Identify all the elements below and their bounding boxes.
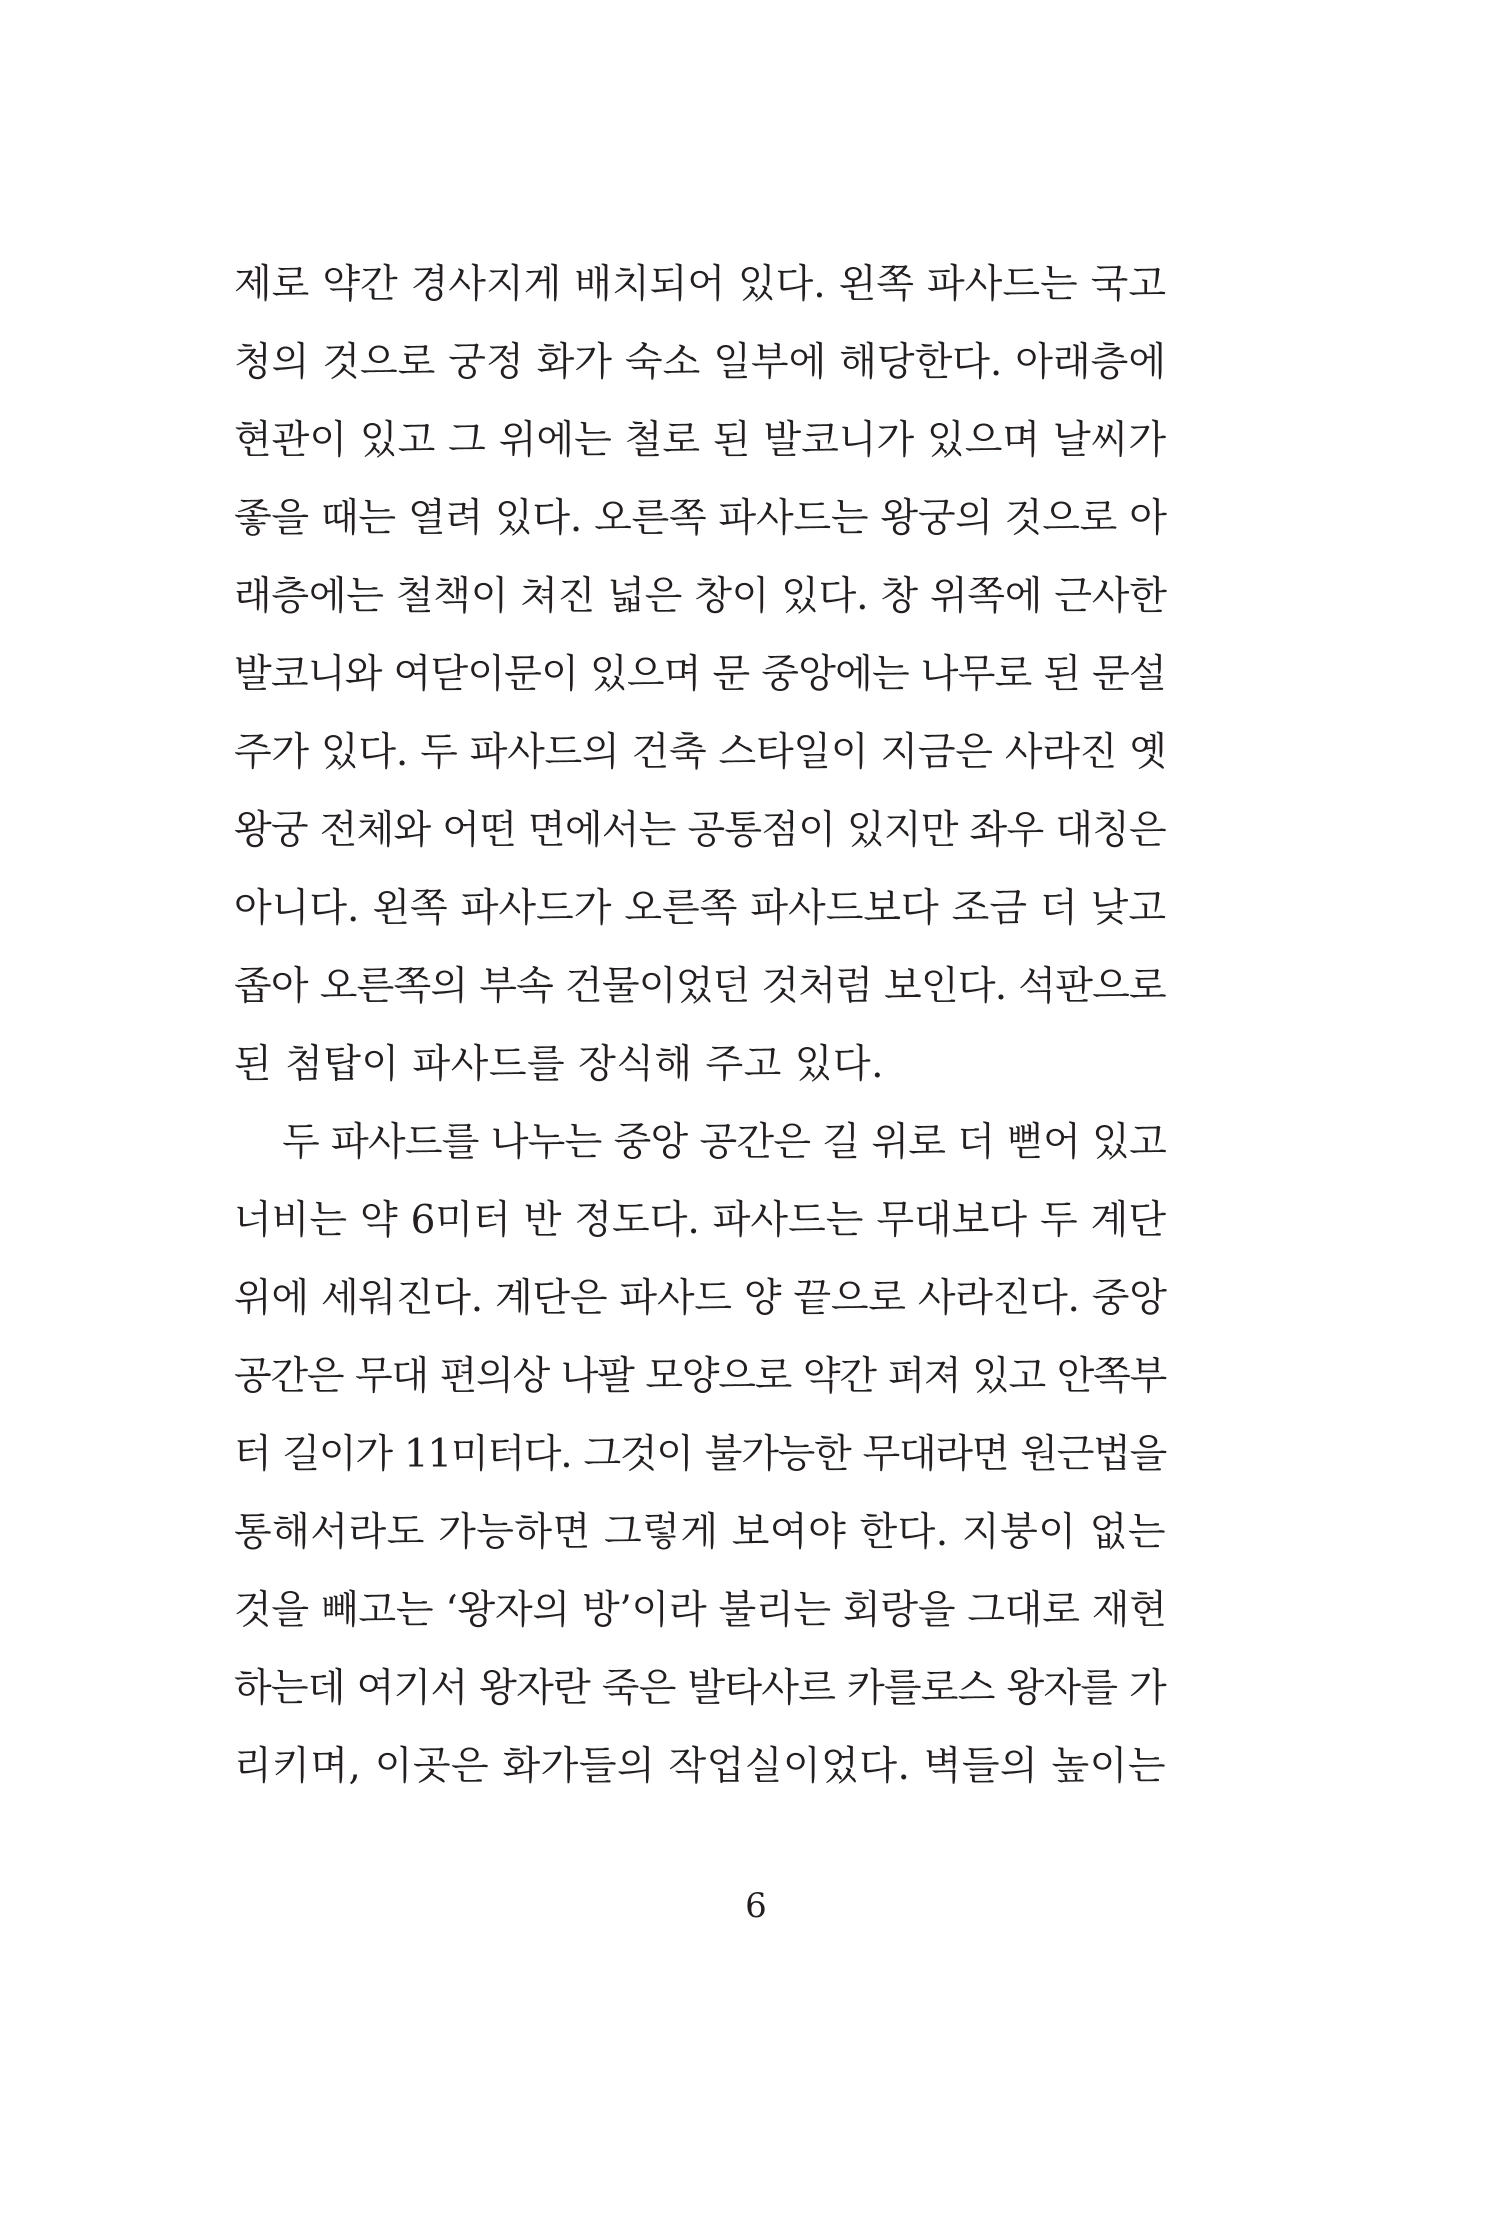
page-number: 6 xyxy=(745,1886,767,1926)
text-line: 발코니와 여닫이문이 있으며 문 중앙에는 나무로 된 문설 xyxy=(234,652,1166,697)
text-line: 너비는 약 6미터 반 정도다. 파사드는 무대보다 두 계단 xyxy=(234,1198,1166,1243)
body-text xyxy=(234,246,1166,1806)
text-line: 현관이 있고 그 위에는 철로 된 발코니가 있으며 날씨가 xyxy=(234,418,1166,463)
text-line: 두 파사드를 나누는 중앙 공간은 길 위로 더 뻗어 있고 xyxy=(282,1120,1166,1165)
text-line: 것을 빼고는 ‘왕자의 방’이라 불리는 회랑을 그대로 재현 xyxy=(234,1588,1167,1633)
text-line: 제로 약간 경사지게 배치되어 있다. 왼쪽 파사드는 국고 xyxy=(234,262,1166,307)
text-line: 좁아 오른쪽의 부속 건물이었던 것처럼 보인다. 석판으로 xyxy=(234,964,1166,1009)
text-line: 주가 있다. 두 파사드의 건축 스타일이 지금은 사라진 옛 xyxy=(234,730,1167,775)
paragraph xyxy=(234,1104,1166,1806)
text-line: 아니다. 왼쪽 파사드가 오른쪽 파사드보다 조금 더 낮고 xyxy=(234,886,1166,931)
text-line: 위에 세워진다. 계단은 파사드 양 끝으로 사라진다. 중앙 xyxy=(234,1276,1167,1321)
text-line: 된 첨탑이 파사드를 장식해 주고 있다. xyxy=(234,1042,884,1087)
text-line: 청의 것으로 궁정 화가 숙소 일부에 해당한다. 아래층에 xyxy=(234,340,1166,385)
text-line: 공간은 무대 편의상 나팔 모양으로 약간 퍼져 있고 안쪽부 xyxy=(234,1354,1166,1399)
paragraph xyxy=(234,246,1166,1104)
text-line: 래층에는 철책이 쳐진 넓은 창이 있다. 창 위쪽에 근사한 xyxy=(234,574,1167,619)
text-line: 왕궁 전체와 어떤 면에서는 공통점이 있지만 좌우 대칭은 xyxy=(234,808,1166,853)
text-line: 리키며, 이곳은 화가들의 작업실이었다. 벽들의 높이는 xyxy=(234,1744,1166,1789)
text-line: 터 길이가 11미터다. 그것이 불가능한 무대라면 원근법을 xyxy=(234,1432,1166,1477)
text-line: 하는데 여기서 왕자란 죽은 발타사르 카를로스 왕자를 가 xyxy=(234,1666,1166,1711)
text-line: 좋을 때는 열려 있다. 오른쪽 파사드는 왕궁의 것으로 아 xyxy=(234,496,1167,541)
text-line: 통해서라도 가능하면 그렇게 보여야 한다. 지붕이 없는 xyxy=(234,1510,1166,1555)
